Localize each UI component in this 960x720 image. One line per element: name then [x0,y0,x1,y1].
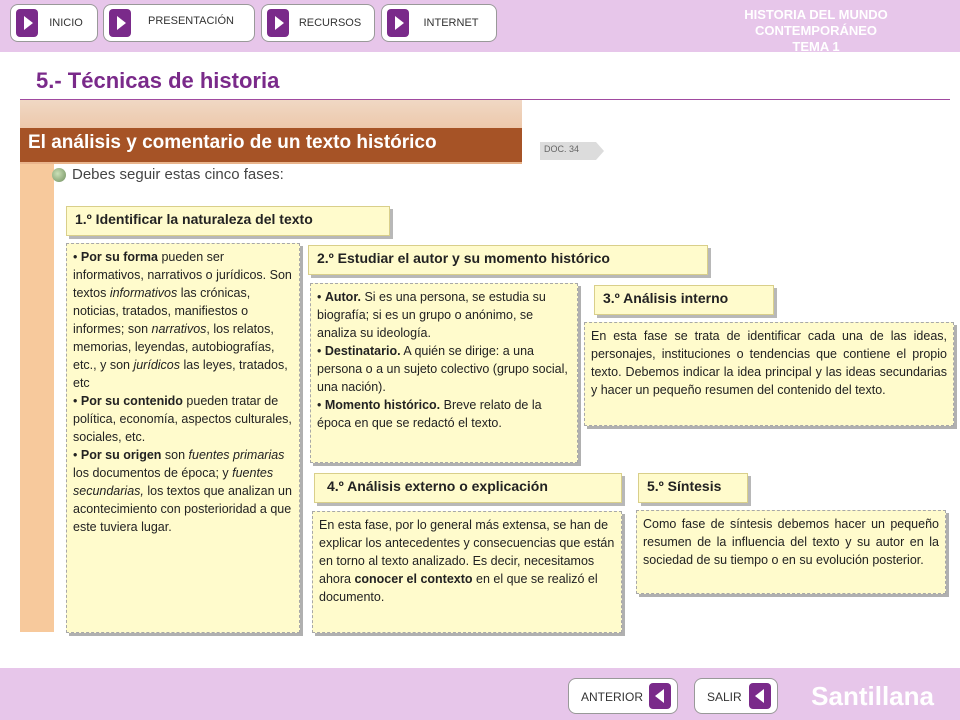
play-arrow-icon [387,9,409,37]
course-title: HISTORIA DEL MUNDO CONTEMPORÁNEO [744,7,888,38]
anterior-button[interactable] [568,678,678,714]
form-emphasis: narrativos [151,322,207,336]
section-title: 5.- Técnicas de historia [36,68,280,93]
phase2-text-box [310,283,578,463]
doc-reference-badge[interactable]: DOC. 34 [540,142,596,160]
phase4-text: en el que se realizó el documento. [319,572,598,604]
phase3-heading: 3.º Análisis interno [594,285,774,315]
phase1-form-paragraph: • Por su forma pueden ser informativos, narrativos o jurídicos. Son textos informativos las crónicas, noticias, tratados, manifiestos o informes; son narrativos, los relatos, memorias, leyendas, autobiografías, etc., y son jurídicos las leyes, tratados, etc [73,250,292,390]
content-label: Por su contenido [80,394,183,408]
moment-text: Breve relato de la época en que se redactó el texto. [317,398,542,430]
content-text: pueden tratar de política, economía, aspectos culturales, sociales, etc. [73,394,292,444]
nav-recursos-button[interactable] [261,4,375,42]
play-arrow-icon [109,9,131,37]
phase1-text-box [66,243,300,633]
course-header [686,7,946,55]
nav-internet-button[interactable] [381,4,497,42]
banner-title: El análisis y comentario de un texto histórico [20,128,522,162]
phase4-text: En esta fase, por lo general más extensa, se han de explicar los antecedentes y consecuencias que están en torno al texto analizado. Es decir, necesitamos ahora [319,518,615,586]
phase4-emphasis: conocer el contexto [354,572,473,586]
phase1-heading: 1.º Identificar la naturaleza del texto [66,206,390,236]
nav-presentacion-button[interactable] [103,4,255,42]
moment-label: Momento histórico. [324,398,441,412]
phase5-heading: 5.º Síntesis [638,473,748,503]
author-label: Autor. [324,290,361,304]
form-emphasis: informativos [109,286,178,300]
phase5-text: Como fase de síntesis debemos hacer un pequeño resumen de la influencia del texto y su autor en la sociedad de su tiempo o en su evolución posterior. [643,517,939,567]
origin-text: los documentos de época; y [73,466,233,480]
phase4-text-box [312,511,622,633]
form-text: las crónicas, noticias, tratados, manifiestos o informes; son [73,286,251,336]
phase3-text: En esta fase se trata de identificar cada una de las ideas, personajes, instituciones o tendencias que contiene el propio texto. Debemos indicar la idea principal y las ideas secundarias y hacer un pequeño resumen del contenido del texto. [591,329,947,397]
salir-button[interactable] [694,678,778,714]
play-arrow-icon [267,9,289,37]
form-emphasis: jurídicos [133,358,180,372]
origin-text: son [161,448,189,462]
phase2-heading: 2.º Estudiar el autor y su momento histórico [308,245,708,275]
course-unit: TEMA 1 [792,39,840,54]
phase2-recipient-paragraph: • Destinatario. A quién se dirige: a una persona o a un sujeto colectivo (grupo social, una nación). [317,344,568,394]
form-label: Por su forma [80,250,158,264]
origin-emphasis: fuentes primarias [188,448,285,462]
form-text: , los relatos, memorias, leyendas, autobiografías, etc., y son [73,322,275,372]
phase2-moment-paragraph: • Momento histórico. Breve relato de la época en que se redactó el texto. [317,398,542,430]
play-arrow-icon [16,9,38,37]
author-text: Si es una persona, se estudia su biografía; si es un grupo o anónimo, se analiza su ideología. [317,290,546,340]
salir-label: SALIR [707,690,742,704]
recipient-label: Destinatario. [324,344,401,358]
recipient-text: A quién se dirige: a una persona o a un sujeto colectivo (grupo social, una nación). [317,344,568,394]
origin-emphasis: fuentes secundarias, [73,466,274,498]
phase5-text-box [636,510,946,594]
nav-internet-label: INTERNET [423,17,479,29]
phase1-origin-paragraph: • Por su origen son fuentes primarias los documentos de época; y fuentes secundarias, los textos que analizan un acontecimiento con posterioridad a que este tuviera lugar. [73,448,292,534]
phase4-heading: 4.º Análisis externo o explicación [314,473,622,503]
nav-presentacion-label: PRESENTACIÓN [148,15,234,27]
nav-inicio-label: INICIO [49,17,83,29]
phase1-content-paragraph: • Por su contenido pueden tratar de política, economía, aspectos culturales, sociales, etc. [73,394,292,444]
left-decorative-strip [20,100,54,632]
back-arrow-icon [749,683,771,709]
bullet-icon [52,168,66,182]
anterior-label: ANTERIOR [581,690,644,704]
form-text: pueden ser informativos, narrativos o jurídicos. Son textos [73,250,292,300]
nav-recursos-label: RECURSOS [298,17,362,29]
brand-logo: Santillana [811,681,934,711]
phase4-paragraph [319,516,615,606]
origin-text: los textos que analizan un acontecimiento con posterioridad a que este tuviera lugar. [73,484,292,534]
phase3-text-box [584,322,954,426]
intro-text: Debes seguir estas cinco fases: [72,166,284,183]
nav-inicio-button[interactable] [10,4,98,42]
back-arrow-icon [649,683,671,709]
phase2-author-paragraph: • Autor. Si es una persona, se estudia su biografía; si es un grupo o anónimo, se analiza su ideología. [317,290,546,340]
form-text: las leyes, tratados, etc [73,358,288,390]
origin-label: Por su origen [80,448,162,462]
